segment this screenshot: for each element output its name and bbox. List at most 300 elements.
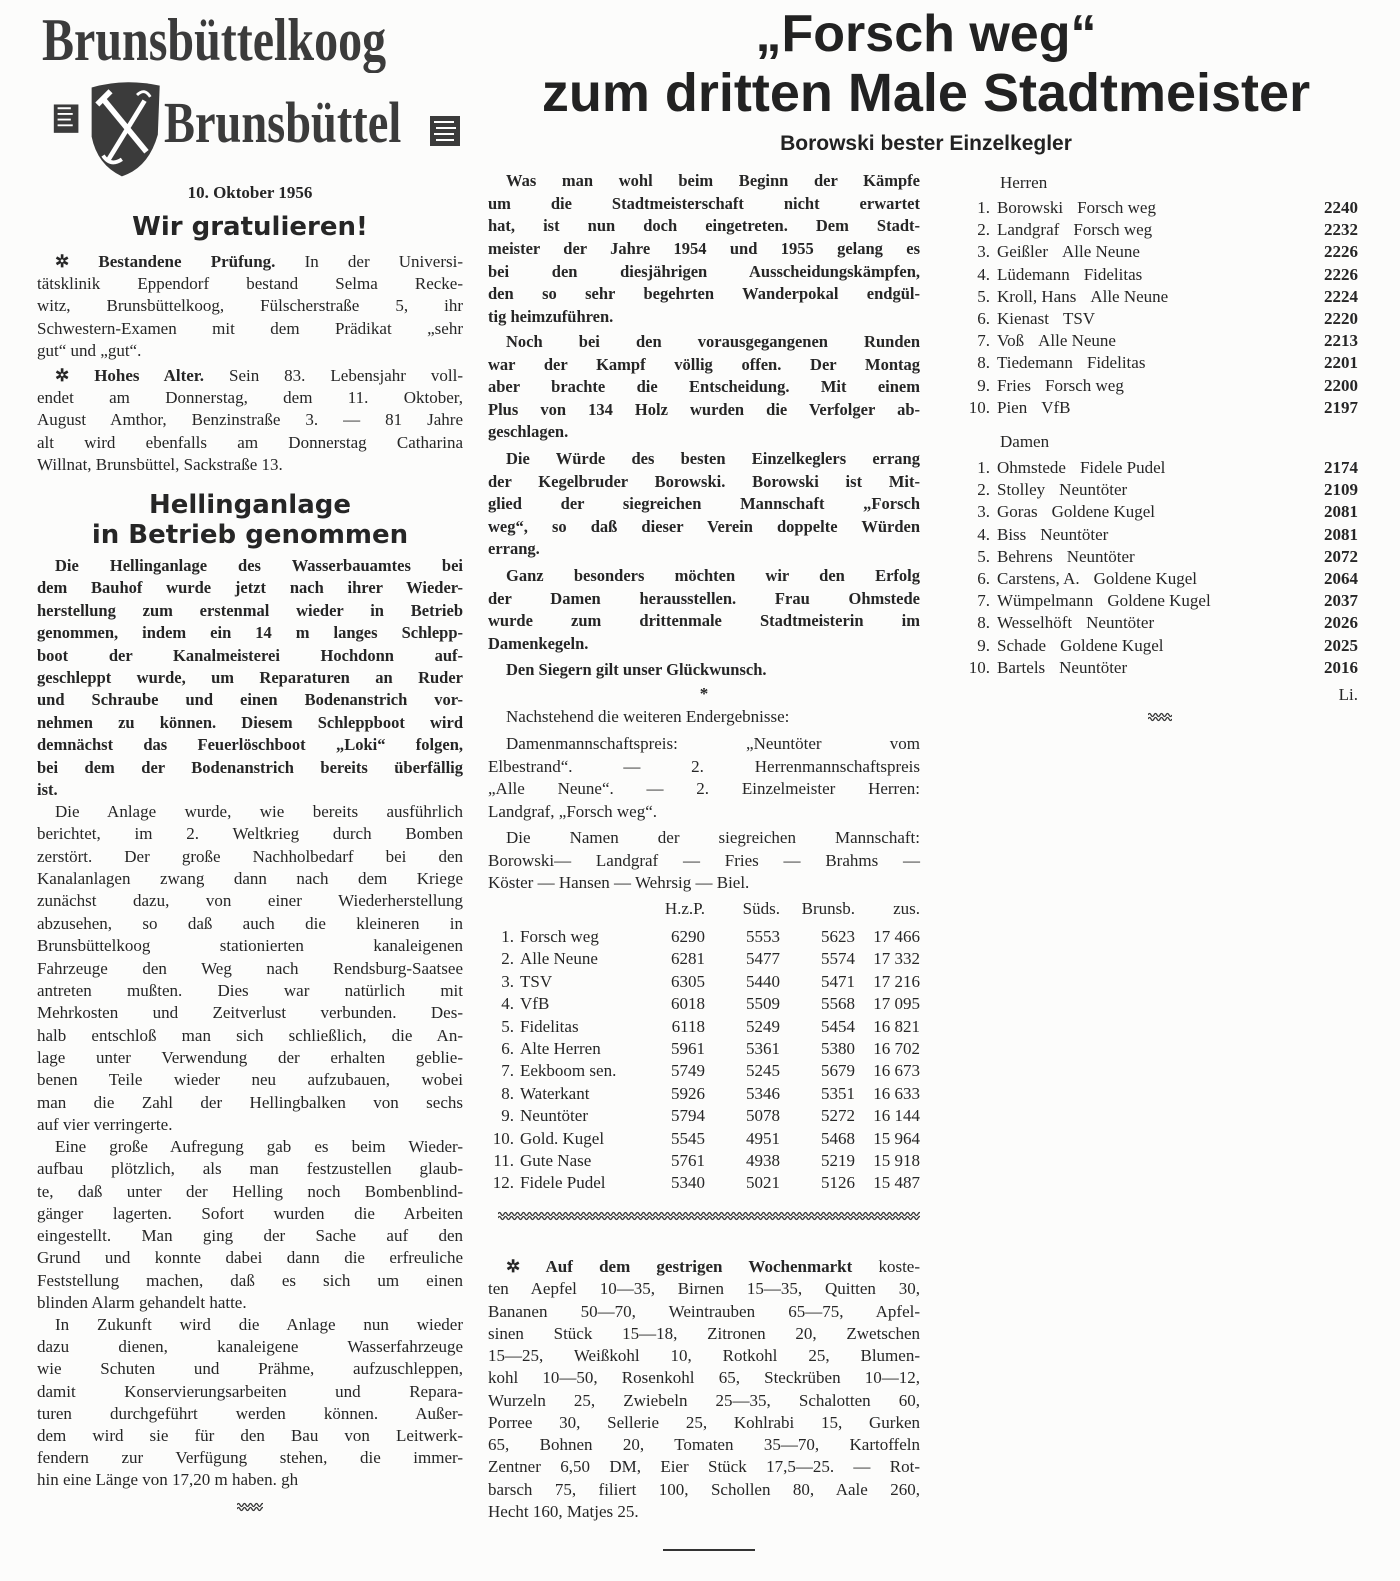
text-line: eingestellt. Man ging der Sache auf den: [37, 1226, 463, 1246]
score-cell: 16 673: [873, 1061, 920, 1081]
text-line: tig heimzuführen.: [488, 306, 614, 326]
rank: 6.: [977, 569, 990, 588]
score: 2201: [1324, 353, 1358, 373]
column-header: zus.: [893, 899, 920, 918]
text-line: Zentner 6,50 DM, Eier Stück 17,5—25. — Rot-: [488, 1457, 920, 1477]
table-row: [488, 1038, 920, 1060]
score-cell: 16 633: [873, 1083, 920, 1103]
player-and-club: [997, 264, 1142, 286]
text-line: Plus von 134 Holz wurden die Verfolger ab-: [488, 399, 920, 419]
masthead-title-line1: Brunsbüttelkoog: [42, 7, 387, 73]
left-column: [37, 0, 463, 1581]
table-row: [488, 1060, 920, 1082]
player-name: Landgraf: [997, 220, 1060, 240]
score-cell: 16 821: [873, 1016, 920, 1036]
table-row: [488, 1128, 920, 1150]
text-line: aber brachte die Entscheidung. Mit einem: [488, 377, 920, 396]
club-name: Alle Neune: [1038, 331, 1116, 351]
text-line: Mehrkosten und Zeitverlust verbunden. Des-: [37, 1003, 463, 1023]
rank: 9.: [977, 635, 990, 655]
team-name: Forsch weg: [520, 927, 599, 946]
score-cell: 16 702: [873, 1039, 920, 1058]
rank: 8.: [977, 613, 990, 633]
ranking-row: [948, 457, 1358, 479]
player-name: Schade: [997, 635, 1047, 655]
text-line: barsch 75, filiert 100, Schollen 80, Aale 260,: [488, 1479, 920, 1499]
rank: 3.: [977, 242, 990, 262]
article-paragraph: [488, 331, 920, 444]
text-line: den so sehr begehrten Wanderpokal endgül-: [488, 284, 920, 304]
ornament-divider: [237, 1502, 263, 1516]
text-line: „Alle Neune“. — 2. Einzelmeister Herren:: [488, 779, 920, 799]
text: In der Universi-: [275, 252, 463, 271]
player-and-club: [997, 612, 1154, 634]
table-row: [488, 926, 920, 948]
table-row: [488, 1083, 920, 1105]
score-cell: 5794: [671, 1106, 705, 1126]
score-cell: 5568: [821, 994, 855, 1014]
text-line: In Zukunft wird die Anlage nun wieder: [55, 1315, 463, 1334]
rank: 5.: [501, 1016, 514, 1036]
masthead-title-line2: Brunsbüttel: [164, 90, 402, 155]
club-name: Fidele Pudel: [1079, 458, 1166, 477]
score-cell: 6281: [671, 949, 705, 969]
club-name: Goldene Kugel: [1060, 635, 1164, 655]
separator-asterisk: *: [699, 684, 709, 703]
club-name: Forsch weg: [1045, 375, 1124, 395]
score-cell: 17 095: [873, 994, 920, 1014]
ranking-row: [948, 568, 1358, 590]
club-name: Fidelitas: [1083, 264, 1143, 284]
text-line: meister der Jahre 1954 und 1955 gelang es: [488, 238, 920, 258]
text-line: Landgraf, „Forsch weg“.: [488, 801, 657, 821]
text-line: Die Namen der siegreichen Mannschaft:: [506, 828, 920, 847]
text-line: Bananen 50—70, Weintrauben 65—75, Apfel-: [488, 1301, 920, 1321]
text-line: Hecht 160, Matjes 25.: [488, 1501, 639, 1521]
text-line: Fahrzeuge den Weg nach Rendsburg-Saatsee: [37, 958, 463, 978]
text-line: zerstört. Der große Nachholbedarf bei den: [37, 846, 463, 866]
score-cell: 5545: [671, 1128, 705, 1148]
score-cell: 15 918: [873, 1151, 920, 1170]
table-row: [488, 1150, 920, 1172]
text-line: der Damen herausstellen. Frau Ohmstede: [488, 588, 920, 608]
rank: 2.: [977, 220, 990, 240]
ranking-row: [948, 375, 1358, 397]
results-intro: [488, 706, 920, 729]
player-name: Pien: [997, 397, 1028, 417]
text-line: Damenkegeln.: [488, 633, 589, 653]
player-name: Bartels: [997, 657, 1046, 677]
rank: 2.: [977, 480, 990, 500]
score: 2174: [1324, 458, 1358, 477]
text-line: Kanalanlagen zwang dann nach dem Kriege: [37, 869, 463, 889]
rank: 10.: [968, 397, 990, 417]
rank: 4.: [977, 524, 990, 544]
rank: 1.: [977, 198, 990, 217]
text-line: benen Teile wieder neu aufzubauen, wobei: [37, 1070, 463, 1090]
score: 2081: [1324, 502, 1358, 522]
player-and-club: [997, 308, 1095, 330]
ranking-row: [948, 546, 1358, 568]
player-name: Wesselhöft: [997, 613, 1073, 633]
player-name: Behrens: [997, 546, 1053, 566]
score-cell: 17 466: [873, 927, 920, 946]
text-line: auf vier verringerte.: [37, 1115, 173, 1135]
text-line: dazu dienen, kanaleigene Wasserfahrzeuge: [37, 1337, 463, 1357]
ranking-row: [948, 352, 1358, 374]
club-name: Alle Neune: [1090, 286, 1169, 306]
score: 2226: [1324, 242, 1358, 262]
club-name: Neuntöter: [1059, 657, 1128, 677]
ranking-row: [948, 479, 1358, 501]
text-line: berichtet, im 2. Weltkrieg durch Bomben: [37, 824, 463, 844]
rank: 3.: [501, 971, 514, 991]
score-cell: 6290: [671, 927, 705, 946]
ranking-row: [948, 308, 1358, 330]
player-and-club: [997, 568, 1197, 590]
player-and-club: [997, 590, 1211, 612]
text-line: und Schraube und einen Bodenanstrich vor-: [37, 690, 463, 710]
text-line: ten Aepfel 10—35, Birnen 15—35, Quitten 30,: [488, 1279, 920, 1299]
text-line: Die Würde des besten Einzelkeglers errang: [506, 449, 920, 468]
ranking-row: [948, 264, 1358, 286]
text-line: fendern zur Verfügung stehen, die immer-: [37, 1448, 463, 1468]
club-name: Neuntöter: [1059, 480, 1128, 500]
club-name: Neuntöter: [1040, 524, 1109, 544]
text-line: abzusehen, so daß auch die kleineren in: [37, 913, 463, 933]
club-name: Fidelitas: [1086, 353, 1146, 373]
player-and-club: [997, 457, 1165, 479]
rank: 8.: [501, 1083, 514, 1103]
player-and-club: [997, 524, 1108, 546]
wavy-divider: [498, 1211, 920, 1225]
team-name: Fidelitas: [520, 1016, 579, 1036]
score-cell: 5574: [821, 949, 855, 969]
text-line: 15—25, Weißkohl 10, Rotkohl 25, Blumen-: [488, 1346, 920, 1366]
score: 2232: [1324, 220, 1358, 240]
text-line: gut“ und „gut“.: [37, 340, 142, 360]
score-cell: 5477: [746, 949, 780, 969]
text-line: Feststellung machen, daß es sich um einen: [37, 1270, 463, 1290]
player-name: Carstens, A.: [997, 569, 1080, 588]
text-line: te, daß unter der Helling noch Bombenblind-: [37, 1181, 463, 1201]
player-name: Wümpelmann: [997, 591, 1094, 611]
club-name: VfB: [1041, 397, 1071, 417]
section-heading: Hellinganlage: [148, 490, 351, 520]
score-cell: 4938: [746, 1151, 780, 1170]
text: koste-: [852, 1257, 920, 1276]
score: 2026: [1324, 613, 1358, 633]
rank: 10.: [492, 1128, 514, 1148]
club-name: Alle Neune: [1061, 242, 1140, 262]
column-header: H.z.P.: [664, 899, 705, 918]
text-line: Porree 30, Sellerie 25, Kohlrabi 15, Gurken: [488, 1412, 920, 1432]
text-line: wie Schuten und Prähme, aufzuschleppen,: [37, 1359, 463, 1379]
article-title-line2: zum dritten Male Stadtmeister: [541, 63, 1311, 123]
score-cell: 5249: [746, 1016, 780, 1036]
text-line: Nachstehend die weiteren Endergebnisse:: [506, 707, 790, 726]
text-line: um die Stadtmeisterschaft nicht erwartet: [488, 193, 920, 213]
player-name: Fries: [997, 375, 1031, 395]
rank: 10.: [968, 657, 990, 677]
text-line: tätsklinik Eppendorf bestand Selma Recke-: [37, 274, 463, 294]
text-line: boot der Kanalmeisterei Hochdonn auf-: [37, 645, 463, 665]
score-cell: 5078: [746, 1106, 780, 1126]
score-cell: 5454: [821, 1016, 855, 1036]
score: 2226: [1324, 264, 1358, 284]
player-name: Kienast: [997, 309, 1049, 328]
player-name: Lüdemann: [997, 264, 1070, 284]
text-line: Eine große Aufregung gab es beim Wieder-: [55, 1137, 463, 1156]
player-name: Tiedemann: [997, 353, 1073, 373]
player-and-club: [997, 352, 1145, 374]
article-title: „Forsch weg“: [755, 5, 1097, 63]
article-closing: [488, 659, 920, 682]
club-name: Forsch weg: [1077, 198, 1156, 217]
player-and-club: [997, 501, 1155, 523]
rank: 3.: [977, 502, 990, 522]
text-line: nehmen zu können. Diesem Schleppboot wird: [37, 712, 463, 732]
text-line: Grund und konnte dabei dann die erfreuliche: [37, 1248, 463, 1268]
score-cell: 5272: [821, 1106, 855, 1126]
text-line: weg“, so daß dieser Verein doppelte Würden: [488, 516, 920, 536]
lead-in: ✲ Hohes Alter.: [55, 366, 205, 385]
score-cell: 5245: [746, 1061, 780, 1081]
text-line: Ganz besonders möchten wir den Erfolg: [506, 566, 920, 585]
score-cell: 5926: [671, 1083, 705, 1103]
team-name: Eekboom sen.: [520, 1061, 617, 1081]
ranking-row: [948, 635, 1358, 657]
column-header: Brunsb.: [801, 899, 855, 918]
text-line: alt wird ebenfalls am Donnerstag Catharina: [37, 432, 463, 452]
player-name: Borowski: [997, 198, 1064, 217]
text-line: Brunsbüttelkoog stationierten kanaleigenen: [37, 936, 463, 956]
text-line: Schwestern-Examen mit dem Prädikat „sehr: [37, 318, 463, 338]
club-name: Goldene Kugel: [1051, 502, 1155, 522]
ranking-row: [948, 219, 1358, 241]
issue-date: 10. Oktober 1956: [187, 183, 313, 202]
score: 2240: [1324, 198, 1358, 217]
rank: 2.: [501, 949, 514, 969]
score-cell: 6118: [671, 1016, 705, 1036]
column-header: Süds.: [742, 899, 780, 918]
text-line: demnächst das Feuerlöschboot „Loki“ folgen,: [37, 735, 463, 755]
ranking-label: Herren: [1000, 173, 1048, 192]
text-line: Borowski— Landgraf — Fries — Brahms —: [488, 850, 920, 870]
rank: 8.: [977, 353, 990, 373]
table-header-row: [488, 898, 920, 920]
right-column: [948, 0, 1358, 1581]
score: 2200: [1324, 375, 1358, 395]
table-row: [488, 993, 920, 1015]
score-cell: 15 487: [873, 1173, 920, 1193]
text-line: sinen Stück 15—18, Zitronen 20, Zwetschen: [488, 1323, 920, 1343]
score-cell: 5380: [821, 1039, 855, 1058]
text-line: dem wird sie für den Bau von Leitwerk-: [37, 1425, 463, 1445]
player-and-club: [997, 330, 1116, 352]
score-cell: 5761: [671, 1151, 705, 1170]
rank: 9.: [977, 375, 990, 395]
player-name: Biss: [997, 524, 1027, 544]
article-subtitle: Borowski bester Einzelkegler: [780, 132, 1072, 155]
text-line: endet am Donnerstag, dem 11. Oktober,: [37, 388, 463, 408]
text-line: [37, 251, 463, 273]
author-initials: Li.: [1338, 685, 1358, 704]
club-name: Neuntöter: [1086, 613, 1155, 633]
article-paragraph: [488, 565, 920, 655]
player-name: Stolley: [997, 480, 1046, 500]
text-line: turen durchgeführt werden können. Außer-: [37, 1403, 463, 1423]
rank: 1.: [977, 458, 990, 477]
lead-in: ✲ Bestandene Prüfung.: [55, 252, 276, 271]
club-name: Goldene Kugel: [1107, 591, 1211, 611]
team-name: Waterkant: [520, 1083, 590, 1103]
score-cell: 4951: [746, 1128, 780, 1148]
text-line: kohl 10—50, Rosenkohl 65, Steckrüben 10—12,: [488, 1368, 920, 1388]
rank: 5.: [977, 286, 990, 306]
score-cell: 6018: [671, 994, 705, 1014]
text-line: Die Hellinganlage des Wasserbauamtes bei: [55, 556, 463, 575]
ranking-row: [948, 241, 1358, 263]
player-and-club: [997, 546, 1135, 568]
score-cell: 5021: [746, 1173, 780, 1193]
text: Sein 83. Lebensjahr voll-: [204, 366, 463, 385]
player-name: Geißler: [997, 242, 1048, 262]
score: 2197: [1324, 397, 1358, 417]
text-line: antreten mußten. Dies war natürlich mit: [37, 980, 463, 1000]
rank: 7.: [501, 1061, 514, 1081]
score-cell: 5440: [746, 971, 780, 991]
player-and-club: [997, 197, 1156, 219]
text-line: aufbau plötzlich, als man festzustellen glaub-: [37, 1159, 463, 1179]
text-line: Die Anlage wurde, wie bereits ausführlich: [55, 802, 463, 821]
article-lead-paragraph: [488, 170, 920, 329]
text-line: Köster — Hansen — Wehrsig — Biel.: [488, 873, 750, 893]
ranking-row: [948, 397, 1358, 419]
text-line: herstellung zum erstenmal wieder in Betrieb: [37, 600, 463, 620]
rank: 7.: [977, 591, 990, 611]
text-line: errang.: [488, 539, 540, 558]
middle-column: [488, 0, 920, 1581]
text-line: man die Zahl der Hellingbalken von sechs: [37, 1092, 463, 1112]
score-cell: 5468: [821, 1128, 855, 1148]
team-name: Gold. Kugel: [520, 1128, 605, 1148]
player-and-club: [997, 241, 1140, 263]
text-line: [488, 1256, 920, 1278]
text-line: der Kegelbruder Borowski. Borowski ist Mit-: [488, 471, 920, 491]
text-line: zunächst dazu, von einer Wiederherstellung: [37, 891, 463, 911]
score-cell: 5126: [821, 1173, 855, 1193]
score-cell: 5553: [746, 927, 780, 946]
text-line: geschlagen.: [488, 422, 569, 441]
score: 2109: [1324, 480, 1358, 500]
text-line: August Amthor, Benzinstraße 3. — 81 Jahre: [37, 410, 463, 430]
text-line: hin eine Länge von 17,20 m haben. gh: [37, 1470, 299, 1490]
table-row: [488, 971, 920, 993]
text-line: Den Siegern gilt unser Glückwunsch.: [506, 660, 767, 679]
rank: 11.: [493, 1151, 514, 1170]
notice-birthday: [37, 365, 463, 476]
text-line: genommen, indem ein 14 m langes Schlepp-: [37, 623, 463, 643]
score: 2037: [1324, 591, 1358, 611]
team-name: TSV: [520, 971, 553, 991]
rank: 6.: [501, 1039, 514, 1058]
score-cell: 5361: [746, 1039, 780, 1058]
notice-exam: [37, 251, 463, 362]
player-and-club: [997, 479, 1127, 501]
score-cell: 5749: [671, 1061, 705, 1081]
ranking-label: Damen: [1000, 432, 1050, 451]
ranking-row: [948, 330, 1358, 352]
ranking-row: [948, 657, 1358, 679]
score: 2220: [1324, 309, 1358, 328]
score-cell: 5961: [671, 1039, 705, 1058]
hellinganlage-paragraph: [37, 801, 463, 1136]
rank: 7.: [977, 331, 990, 351]
text-line: dem Bauhof wurde jetzt nach ihrer Wieder-: [37, 578, 463, 598]
club-name: Neuntöter: [1066, 546, 1135, 566]
score-cell: 5219: [821, 1151, 855, 1170]
score-cell: 17 216: [873, 971, 920, 991]
text-line: Noch bei den vorausgegangenen Runden: [506, 332, 920, 351]
player-name: Kroll, Hans: [997, 286, 1077, 306]
end-rule: [663, 1549, 755, 1551]
text-line: gänger lagerten. Sofort wurden die Arbeiten: [37, 1203, 463, 1223]
text-line: Was man wohl beim Beginn der Kämpfe: [506, 171, 920, 190]
score: 2064: [1324, 569, 1358, 588]
club-name: TSV: [1062, 309, 1096, 328]
player-name: Ohmstede: [997, 458, 1066, 477]
text-line: bei dem der Bodenanstrich bereits überfällig: [37, 757, 463, 777]
text-line: 65, Bohnen 20, Tomaten 35—70, Kartoffeln: [488, 1435, 920, 1455]
score-cell: 5471: [821, 971, 855, 991]
text-line: ist.: [37, 779, 58, 799]
table-row: [488, 1105, 920, 1127]
score: 2025: [1324, 635, 1358, 655]
results-prizes: [488, 733, 920, 823]
team-name: Alle Neune: [520, 949, 598, 969]
team-results-table: [488, 898, 920, 1198]
player-and-club: [997, 286, 1168, 308]
score: 2072: [1324, 546, 1358, 566]
score-cell: 5679: [821, 1061, 855, 1081]
player-name: Goras: [997, 502, 1038, 522]
rank: 4.: [977, 264, 990, 284]
score-cell: 5509: [746, 994, 780, 1014]
team-name: Gute Nase: [520, 1151, 592, 1170]
text-line: Willnat, Brunsbüttel, Sackstraße 13.: [37, 454, 283, 474]
score-cell: 16 144: [873, 1106, 920, 1126]
table-row: [488, 1172, 920, 1194]
team-name: VfB: [520, 994, 550, 1014]
rank: 4.: [501, 994, 514, 1014]
score-cell: 15 964: [873, 1128, 920, 1148]
ornament-divider: [1148, 712, 1172, 726]
text-line: damit Konservierungsarbeiten und Repara-: [37, 1381, 463, 1401]
section-heading: in Betrieb genommen: [91, 520, 409, 550]
score: 2016: [1324, 657, 1358, 677]
rank: 6.: [977, 309, 990, 328]
player-and-club: [997, 635, 1163, 657]
text-line: witz, Brunsbüttelkoog, Fülscherstraße 5, ihr: [37, 296, 463, 316]
table-row: [488, 1016, 920, 1038]
player-and-club: [997, 219, 1152, 241]
text-line: wurde zum drittenmale Stadtmeisterin im: [488, 611, 920, 630]
score-cell: 5346: [746, 1083, 780, 1103]
lead-in: ✲ Auf dem gestrigen Wochenmarkt: [506, 1257, 853, 1276]
club-name: Forsch weg: [1073, 220, 1153, 240]
score: 2081: [1324, 524, 1358, 544]
